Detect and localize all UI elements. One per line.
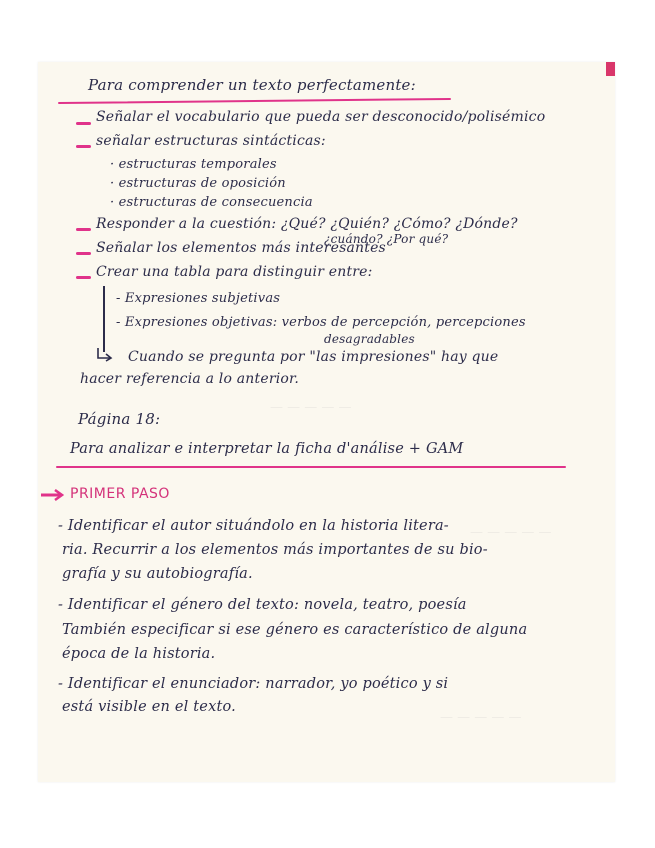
sub-item: · estructuras de oposición: [110, 176, 286, 191]
page-label: Página 18:: [78, 410, 161, 428]
sub-item: · estructuras temporales: [110, 157, 277, 172]
paragraph-line: está visible en el texto.: [62, 699, 236, 715]
bleed-through-text: — — — — —: [470, 525, 552, 540]
sub-item: · estructuras de consecuencia: [110, 195, 313, 210]
step-label: PRIMER PASO: [70, 486, 170, 502]
bullet-dash: [76, 228, 91, 231]
item-vocabulary: Señalar el vocabulario que pueda ser desconocido/polisémico: [96, 109, 546, 125]
bleed-through-text: — — — — —: [440, 710, 522, 725]
item-table: Crear una tabla para distinguir entre:: [96, 264, 373, 280]
table-item: - Expresiones objetivas: verbos de percepción, percepciones: [116, 315, 526, 330]
table-item: - Expresiones subjetivas: [116, 291, 281, 306]
paragraph-line: época de la historia.: [62, 646, 216, 662]
paragraph-line: ria. Recurrir a los elementos más importantes de su bio-: [62, 542, 488, 558]
page-title: Para comprender un texto perfectamente:: [88, 76, 416, 94]
item-structures: señalar estructuras sintácticas:: [96, 133, 326, 149]
bullet-dash: [76, 276, 91, 279]
paragraph-line: grafía y su autobiografía.: [62, 566, 253, 582]
note-line: hacer referencia a lo anterior.: [80, 371, 300, 387]
subtitle-underline: [56, 466, 566, 468]
arrow-right-icon: [40, 489, 64, 501]
section-subtitle: Para analizar e interpretar la ficha d'análise + GAM: [70, 441, 464, 457]
paragraph-line: También especificar si ese género es característico de alguna: [62, 622, 528, 638]
curved-arrow-icon: [96, 348, 114, 362]
bleed-through-text: — — — — —: [270, 400, 352, 415]
item-question: Responder a la cuestión: ¿Qué? ¿Quién? ¿Cómo? ¿Dónde?: [96, 216, 518, 232]
note-line: Cuando se pregunta por "las impresiones" hay que: [128, 349, 499, 365]
table-item-cont: desagradables: [324, 332, 415, 346]
page-tab-marker: [606, 62, 615, 76]
paragraph-line: - Identificar el enunciador: narrador, yo poético y si: [58, 676, 449, 692]
bullet-dash: [76, 252, 91, 255]
bracket-line: [103, 286, 105, 352]
bullet-dash: [76, 122, 91, 125]
item-elements: Señalar los elementos más interesantes: [96, 240, 386, 256]
item-question-cont: ¿cuándo? ¿Por qué?: [324, 232, 449, 246]
bullet-dash: [76, 145, 91, 148]
paragraph-line: - Identificar el autor situándolo en la historia litera-: [58, 518, 449, 534]
paragraph-line: - Identificar el género del texto: novela, teatro, poesía: [58, 597, 467, 613]
